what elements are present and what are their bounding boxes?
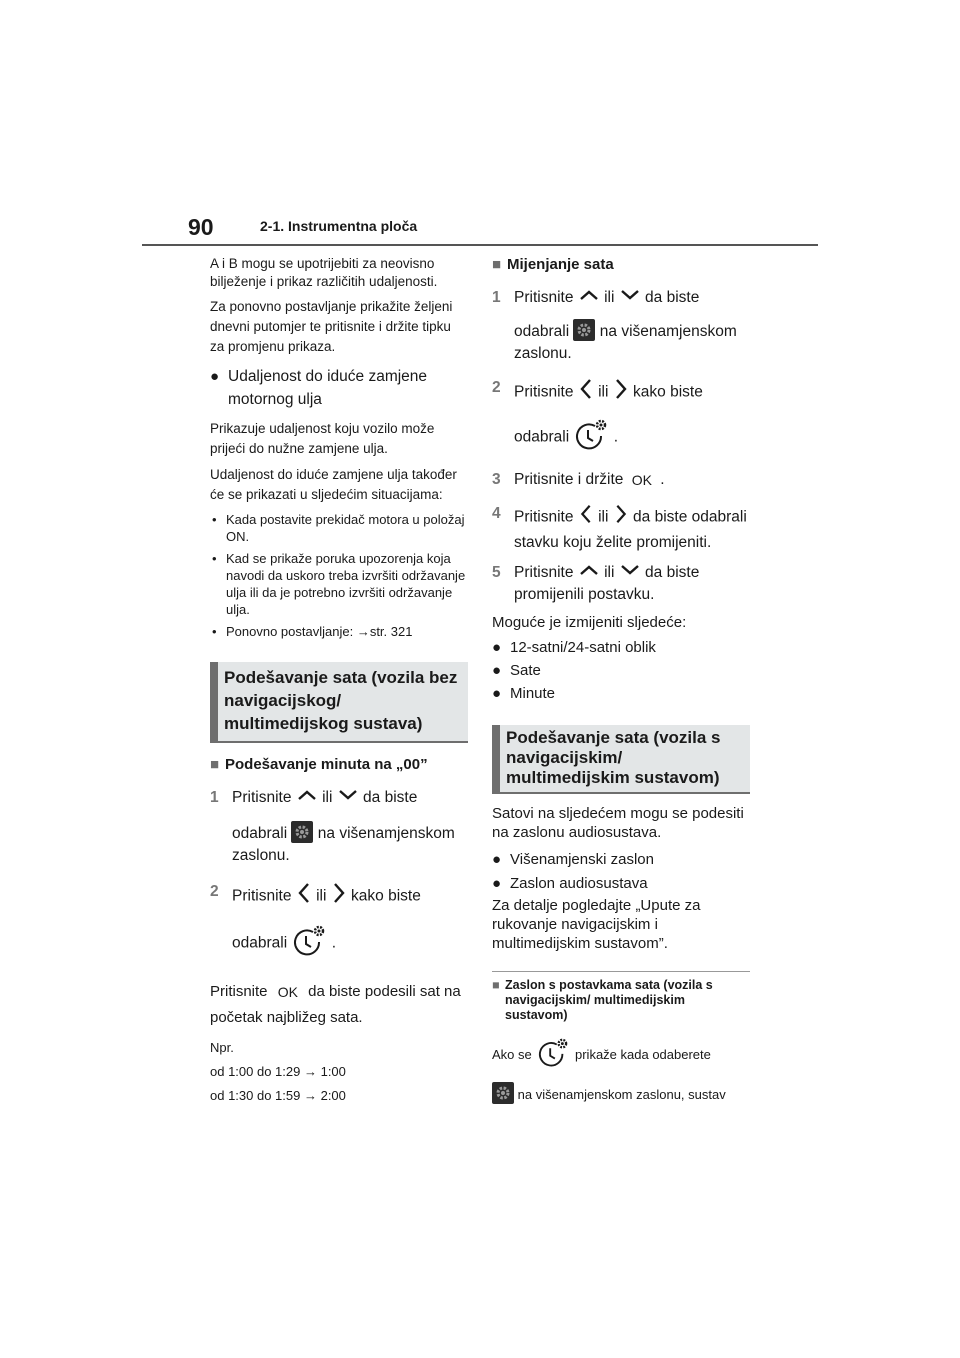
list-item: ● Višenamjenski zaslon xyxy=(492,848,750,872)
subheading-text: Podešavanje minuta na „00” xyxy=(225,756,428,773)
list-item-text: Ponovno postavljanje: →str. 321 xyxy=(226,624,413,639)
step-1 xyxy=(210,787,468,867)
oil-description-2: Udaljenost do iduće zamjene ulja također će se prikazati u sljedećim situacijama: xyxy=(210,467,457,502)
chevron-left-icon xyxy=(578,377,594,408)
chevron-right-icon xyxy=(331,881,347,912)
step-text: odabrali xyxy=(514,428,570,446)
step-text: ili xyxy=(598,508,609,526)
step-text: da biste xyxy=(363,789,418,807)
subheading-text: Zaslon s postavkama sata (vozila s navigacijskim/ multimedijskim sustavom) xyxy=(505,978,713,1023)
step-number: 1 xyxy=(210,789,219,806)
step-text: Pritisnite xyxy=(514,383,574,401)
ako-paragraph-2 xyxy=(492,1082,750,1106)
settings-gear-icon xyxy=(291,821,313,843)
step-text: odabrali xyxy=(232,825,288,843)
clock-settings-icon xyxy=(535,1037,571,1074)
square-bullet-icon: ■ xyxy=(492,978,500,993)
step-text: da biste odabrali stavku koju želite promijeniti. xyxy=(514,508,747,552)
step-number: 4 xyxy=(492,505,501,523)
clock-settings-icon xyxy=(291,924,327,963)
ok-icon: OK xyxy=(631,472,652,489)
step-text: ili xyxy=(322,789,333,807)
step-text: Pritisnite i držite xyxy=(514,471,624,489)
page-header xyxy=(142,214,818,246)
subheading-clock-settings-screen xyxy=(492,978,750,1023)
chevron-up-icon xyxy=(578,287,600,309)
body-text: Ako se xyxy=(492,1047,532,1063)
step-number: 2 xyxy=(210,883,219,901)
step-text: ili xyxy=(598,383,609,401)
list-item: • Kada postavite prekidač motora u položaj ON. xyxy=(212,511,468,545)
chevron-left-icon xyxy=(578,503,594,532)
step-number: 3 xyxy=(492,471,501,489)
list-item-text: 12-satni/24-satni oblik xyxy=(510,639,656,657)
header-rule xyxy=(142,244,818,246)
example-label: Npr. xyxy=(210,1040,234,1056)
details-paragraph: Za detalje pogledajte „Upute za rukovanje navigacijskim i multimedijskim sustavom”. xyxy=(492,897,701,953)
list-item-text: Minute xyxy=(510,685,556,703)
list-item: ● Sate xyxy=(492,659,750,682)
step-text: kako biste xyxy=(351,887,421,905)
square-bullet-icon: ■ xyxy=(492,256,502,273)
oil-description: Prikazuje udaljenost koju vozilo može prijeći do nužne zamjene ulja. xyxy=(210,421,435,456)
step-number: 5 xyxy=(492,564,501,582)
bullet-oil-text: Udaljenost do iduće zamjene motornog ulja xyxy=(228,368,428,408)
step-text: da biste promijenili postavku. xyxy=(514,564,700,604)
clocks-paragraph: Satovi na sljedećem mogu se podesiti na zaslonu audiosustava. xyxy=(492,805,744,842)
subheading-minutes xyxy=(210,755,468,775)
body-text: Pritisnite xyxy=(210,983,268,1001)
list-item: • Ponovno postavljanje: →str. 321 xyxy=(212,624,413,639)
subsection-divider xyxy=(492,971,750,972)
step-text: ili xyxy=(316,887,327,905)
body-text: prikaže kada odaberete xyxy=(575,1047,711,1063)
step-2 xyxy=(210,881,468,963)
chevron-right-icon xyxy=(613,503,629,532)
example-line-1: od 1:00 do 1:29 → 1:00 xyxy=(210,1064,346,1080)
step-text: Pritisnite xyxy=(232,789,292,807)
left-column xyxy=(210,255,468,1105)
list-item-text: Kada postavite prekidač motora u položaj ON. xyxy=(226,512,465,544)
step-5 xyxy=(492,562,750,606)
chevron-down-icon xyxy=(337,787,359,809)
step-text: odabrali xyxy=(514,323,570,341)
step-text: Pritisnite xyxy=(514,508,574,526)
bullet-oil xyxy=(210,365,468,411)
section-box-title: Podešavanje sata (vozila s navigacijskim/ multimedijskim sustavom) xyxy=(506,728,721,788)
section-title: 2-1. Instrumentna ploča xyxy=(260,218,418,234)
step-text: ili xyxy=(604,289,615,307)
step-text: . xyxy=(660,471,665,489)
step-1 xyxy=(492,287,750,365)
chevron-left-icon xyxy=(296,881,312,912)
step-text: ili xyxy=(604,564,615,582)
section-box-title: Podešavanje sata (vozila bez navigacijskog/ multimedijskog sustava) xyxy=(224,668,458,733)
step-text: na višenamjenskom zaslonu. xyxy=(514,323,737,363)
chevron-down-icon xyxy=(619,287,641,309)
bullet-dot: ● xyxy=(210,368,220,385)
step-text: . xyxy=(613,428,619,446)
list-item: ● Zaslon audiosustava xyxy=(492,872,750,896)
chevron-right-icon xyxy=(613,377,629,408)
clock-settings-icon xyxy=(573,418,609,457)
chevron-down-icon xyxy=(619,562,641,584)
step-text: Pritisnite xyxy=(514,289,574,307)
step-number: 2 xyxy=(492,379,501,397)
right-column xyxy=(492,255,750,1106)
example-line-2: od 1:30 do 1:59 → 2:00 xyxy=(210,1088,346,1104)
settings-gear-icon xyxy=(573,319,595,341)
step-text: . xyxy=(331,934,337,952)
step-4 xyxy=(492,503,750,554)
list-item: ● Minute xyxy=(492,682,750,705)
chevron-up-icon xyxy=(296,787,318,809)
step-text: Pritisnite xyxy=(232,887,292,905)
subheading-change-clock xyxy=(492,255,750,275)
settings-gear-icon xyxy=(492,1082,514,1104)
can-change-paragraph: Moguće je izmijeniti sljedeće: xyxy=(492,614,687,632)
ako-paragraph xyxy=(492,1037,750,1074)
ok-icon: OK xyxy=(277,984,298,1001)
step-text: na višenamjenskom zaslonu. xyxy=(232,825,455,865)
list-item-text: Kad se prikaže poruka upozorenja koja navodi da uskoro treba izvršiti održavanje ulja ili da je potrebno izvršiti održavanje ulja. xyxy=(226,551,466,617)
subheading-text: Mijenjanje sata xyxy=(507,256,614,273)
press-ok-paragraph xyxy=(210,979,468,1031)
step-number: 1 xyxy=(492,289,501,306)
list-item-text: Sate xyxy=(510,662,541,680)
list-item-text: Zaslon audiosustava xyxy=(510,875,648,893)
section-box-no-nav xyxy=(210,662,468,743)
step-text: Pritisnite xyxy=(514,564,574,582)
list-item: • Kad se prikaže poruka upozorenja koja navodi da uskoro treba izvršiti održavanje ulja ili da je potrebno izvršiti održavanje ulja. xyxy=(212,550,468,618)
reset-paragraph: Za ponovno postavljanje prikažite željeni dnevni putomjer te pritisnite i držite tipku za promjenu prikaza. xyxy=(210,299,453,354)
intro-paragraph: A i B mogu se upotrijebiti za neovisno bilježenje i prikaz različitih udaljenosti. xyxy=(210,256,438,289)
section-box-with-nav xyxy=(492,725,750,794)
body-text: na višenamjenskom zaslonu, sustav xyxy=(517,1087,726,1103)
chevron-up-icon xyxy=(578,562,600,584)
step-text: da biste xyxy=(645,289,700,307)
body-text: da biste podesili sat na početak najbližeg sata. xyxy=(210,983,461,1027)
square-bullet-icon: ■ xyxy=(210,756,220,773)
step-text: kako biste xyxy=(633,383,703,401)
step-text: odabrali xyxy=(232,934,288,952)
list-item: ● 12-satni/24-satni oblik xyxy=(492,636,750,659)
step-2 xyxy=(492,377,750,457)
page-number: 90 xyxy=(188,214,214,240)
list-item-text: Višenamjenski zaslon xyxy=(510,851,654,869)
step-3 xyxy=(492,469,750,491)
